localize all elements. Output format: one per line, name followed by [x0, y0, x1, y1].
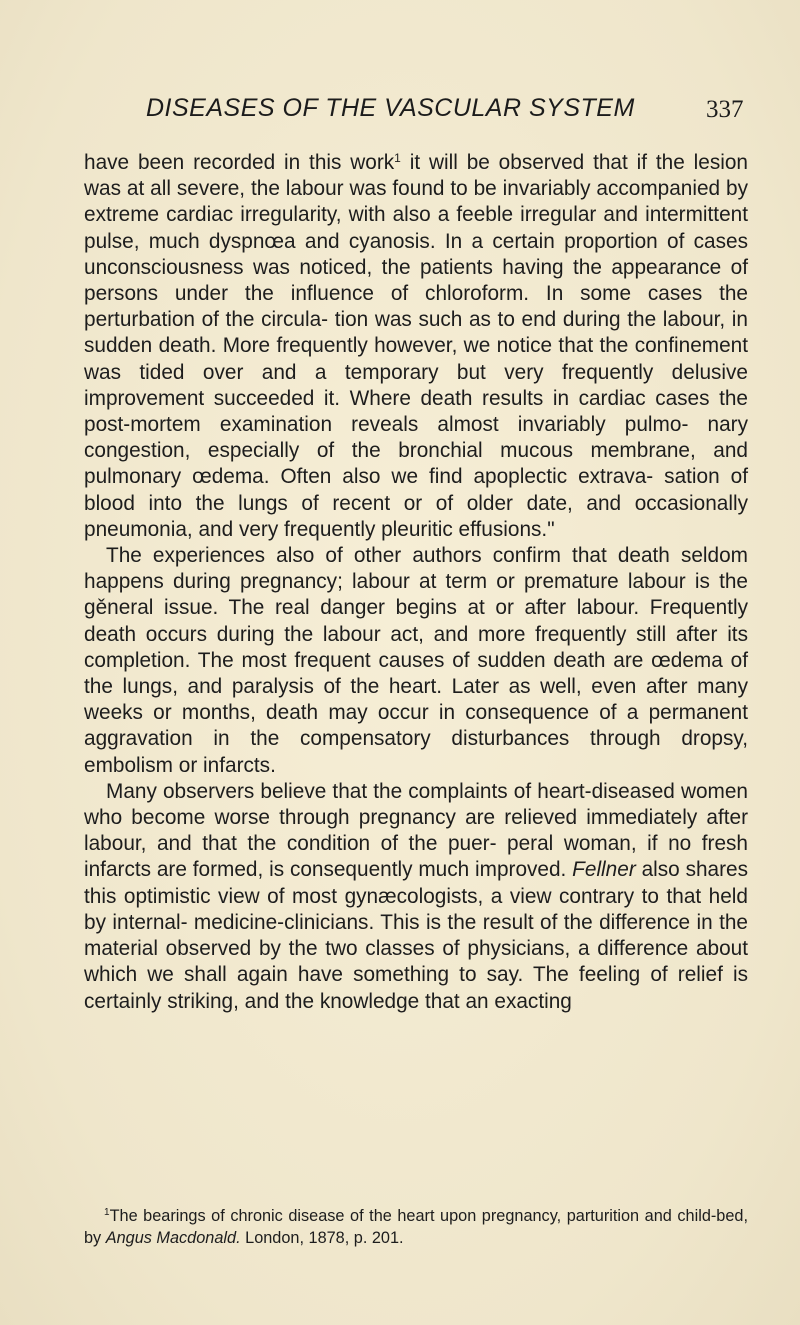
- running-title: DISEASES OF THE VASCULAR SYSTEM: [146, 94, 635, 122]
- paragraph-3-text-end: also shares this optimistic view of most gynæcologists, a view contrary to that held by internal- medicine-clinicians. This is the result of the difference in the material observed by the two classes of physicians, a difference about which we shall again have something to say. The feeling of relief is certainly striking, and the knowledge that an exacting: [84, 858, 748, 1013]
- paragraph-2: The experiences also of other authors confirm that death seldom happens during pregnancy; labour at term or premature labour is the gěneral issue. The real danger begins at or after labour. Frequently death occurs during the labour act, and more frequently still after its completion. The most frequent causes of sudden death are œdema of the lungs, and paralysis of the heart. Later as well, even after many weeks or months, death may occur in consequence of a permanent aggravation in the compensatory disturbances through dropsy, embolism or infarcts.: [84, 544, 748, 777]
- body-text: [84, 150, 748, 1015]
- footnote-reference: 1: [394, 151, 401, 165]
- paragraph-3: [84, 779, 748, 1015]
- paragraph-1-text-end: it will be observed that if the lesion was at all severe, the labour was found to be invariably accompanied by extreme cardiac irregularity, with also a feeble irregular and intermittent pulse, much dyspnœa and cyanosis. In a certain proportion of cases unconsciousness was noticed, the patients having the appearance of persons under the influence of chloroform. In some cases the perturbation of the circula- tion was such as to end during the labour, in sudden death. More frequently however, we notice that the confinement was tided over and a temporary but very frequently delusive improvement succeeded it. Where death results in cardiac cases the post-mortem examination reveals almost invariably pulmo- nary congestion, especially of the bronchial mucous membrane, and pulmonary œdema. Often also we find apoplectic extrava- sation of blood into the lungs of recent or of older date, and occasionally pneumonia, and very frequently pleuritic effusions.": [84, 151, 748, 541]
- author-name-fellner: Fellner: [572, 858, 636, 882]
- footnote-marker: 1: [104, 1207, 110, 1218]
- footnote-text-end: London, 1878, p. 201.: [240, 1228, 404, 1247]
- footnote-text: [84, 1206, 748, 1249]
- paragraph-1-text-start: have been recorded in this work: [84, 151, 395, 174]
- paragraph-3-text-start: Many observers believe that the complaints of heart-diseased women who become worse through pregnancy are relieved immediately after labour, and that the condition of the puer- peral woman, if no fresh infarcts are formed, is consequently much improved.: [84, 779, 748, 882]
- paragraph-1: [84, 150, 748, 543]
- footnote-author: Angus Macdonald.: [105, 1228, 241, 1247]
- footnote-text-start: The bearings of chronic disease of the heart upon pregnancy, parturition and child-bed, by: [84, 1207, 748, 1247]
- running-head: [146, 94, 786, 134]
- page-number: 337: [706, 96, 744, 123]
- footnote: [84, 1206, 748, 1249]
